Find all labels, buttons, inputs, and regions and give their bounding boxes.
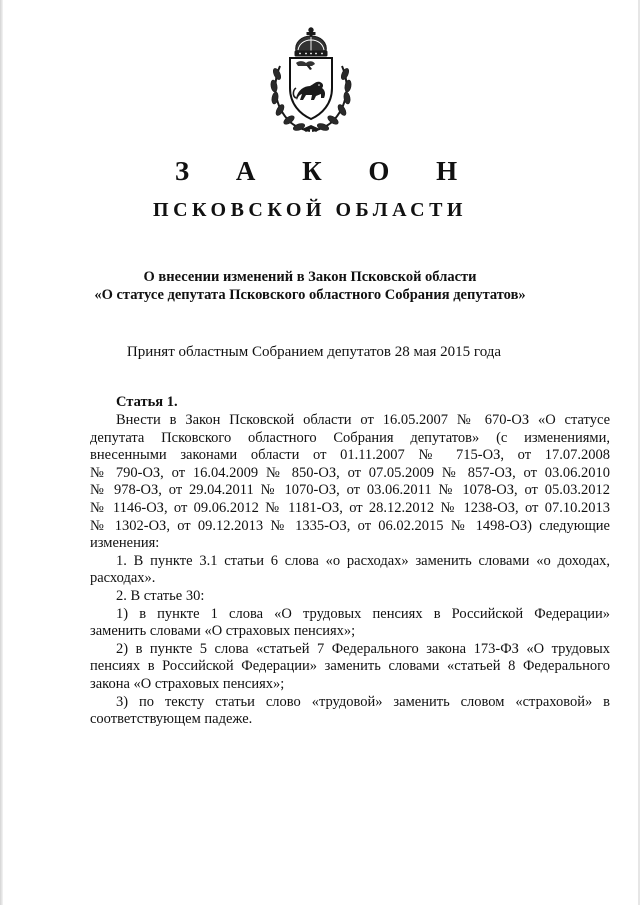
- subject-line: «О статусе депутата Псковского областного Собрания депутатов»: [94, 287, 526, 303]
- body-line: 3) по тексту статьи слово «трудовой» заменить словом «страховой» в: [116, 693, 610, 710]
- body-line: пенсиях в Российской Федерации» заменить словами «статьей 8 Федерального: [90, 658, 610, 675]
- body-line: 2. В статье 30:: [116, 587, 205, 604]
- article-body: [90, 412, 610, 729]
- body-line: № 978-ОЗ, от 29.04.2011 № 1070-ОЗ, от 03.06.2011 № 1078-ОЗ, от 05.03.2012: [90, 482, 610, 499]
- subject-line: О внесении изменений в Закон Псковской области: [143, 269, 477, 285]
- body-line: № 790-ОЗ, от 16.04.2009 № 850-ОЗ, от 07.05.2009 № 857-ОЗ, от 03.06.2010: [90, 464, 610, 481]
- body-line: Внести в Закон Псковской области от 16.05.2007 № 670-ОЗ «О статусе: [116, 412, 610, 428]
- body-line: № 1302-ОЗ, от 09.12.2013 № 1335-ОЗ, от 06.02.2015 № 1498-ОЗ) следующие: [90, 517, 610, 534]
- scan-edge-left: [0, 0, 3, 905]
- law-title: З А К О Н: [174, 156, 478, 186]
- body-line: соответствующем падеже.: [90, 711, 253, 728]
- body-line: № 1146-ОЗ, от 09.06.2012 № 1181-ОЗ, от 28.12.2012 № 1238-ОЗ, от 07.10.2013: [90, 499, 610, 516]
- body-line: депутата Псковского областного Собрания депутатов» (с изменениями,: [90, 429, 610, 446]
- body-line: 2) в пункте 5 слова «статьей 7 Федерального закона 173-ФЗ «О трудовых: [116, 640, 610, 657]
- body-line: 1. В пункте 3.1 статьи 6 слова «о расходах» заменить словами «о доходах,: [116, 552, 610, 569]
- body-line: заменить словами «О страховых пенсиях»;: [90, 623, 356, 640]
- body-line: расходах».: [90, 570, 156, 587]
- article-heading: Статья 1.: [116, 394, 178, 410]
- law-subject: [0, 268, 620, 304]
- body-line: закона «О страховых пенсиях»;: [90, 675, 285, 692]
- body-line: внесенными законами области от 01.11.2007 № 715-ОЗ, от 17.07.2008: [90, 447, 610, 464]
- body-line: 1) в пункте 1 слова «О трудовых пенсиях в Российской Федерации»: [116, 605, 610, 622]
- region-title: ПСКОВСКОЙ ОБЛАСТИ: [153, 199, 467, 221]
- adoption-note: Принят областным Собранием депутатов 28 мая 2015 года: [126, 344, 502, 360]
- body-line: изменения:: [90, 535, 160, 552]
- pskov-coat-of-arms-icon: [266, 26, 356, 134]
